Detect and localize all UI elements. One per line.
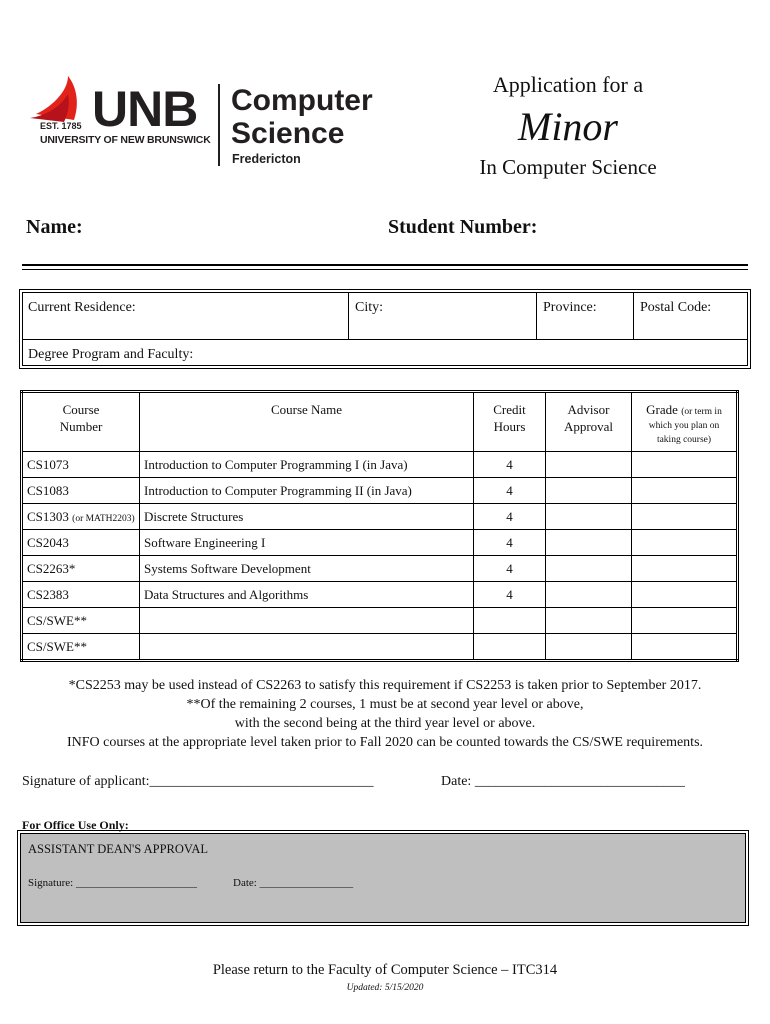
note-line: with the second being at the third year level or above. [234, 716, 536, 731]
established-year: EST. 1785 [40, 121, 82, 131]
grade-cell[interactable] [632, 556, 738, 582]
course-name-cell: Data Structures and Algorithms [140, 582, 474, 608]
table-header-row [22, 392, 738, 452]
grade-cell[interactable] [632, 634, 738, 661]
advisor-approval-cell[interactable] [546, 504, 632, 530]
note-line: INFO courses at the appropriate level taken prior to Fall 2020 can be counted towards the CS/SWE requirements. [66, 735, 704, 750]
grade-cell[interactable] [632, 452, 738, 478]
credit-cell: 4 [474, 556, 546, 582]
course-alt-note: (or MATH2203) [72, 513, 135, 524]
table-row [22, 530, 738, 556]
course-number-cell: CS1303 (or MATH2203) [22, 504, 140, 530]
advisor-approval-cell[interactable] [546, 478, 632, 504]
cell-divider [348, 293, 349, 339]
province-field[interactable]: Province: [543, 300, 597, 315]
course-name-cell: Systems Software Development [140, 556, 474, 582]
table-row [22, 608, 738, 634]
course-name-cell: Software Engineering I [140, 530, 474, 556]
divider-rule [22, 264, 748, 266]
credit-cell[interactable] [474, 608, 546, 634]
unb-wordmark: UNB [92, 81, 198, 137]
form-title-line1: Application for a [492, 72, 644, 97]
credit-cell: 4 [474, 478, 546, 504]
table-row [22, 452, 738, 478]
course-number-cell: CS1083 [22, 478, 140, 504]
course-name-cell: Discrete Structures [140, 504, 474, 530]
dean-date-field[interactable]: Date: _________________ [233, 877, 354, 889]
course-name-cell[interactable] [140, 608, 474, 634]
cell-divider [633, 293, 634, 339]
table-row [22, 556, 738, 582]
city-field[interactable]: City: [355, 300, 384, 315]
course-table [20, 390, 739, 662]
grade-cell[interactable] [632, 478, 738, 504]
header-credit-hours: Credit Hours [474, 392, 546, 452]
grade-cell[interactable] [632, 582, 738, 608]
header-course-number: Course Number [22, 392, 140, 452]
row-divider [23, 339, 747, 340]
campus-name: Fredericton [232, 152, 301, 166]
student-number-field-label: Student Number: [388, 216, 538, 238]
credit-cell: 4 [474, 452, 546, 478]
header-grade: Grade (or term in which you plan on taking course) [632, 392, 738, 452]
credit-cell: 4 [474, 582, 546, 608]
course-number-cell: CS2043 [22, 530, 140, 556]
advisor-approval-cell[interactable] [546, 634, 632, 661]
course-name-cell: Introduction to Computer Programming I (in Java) [140, 452, 474, 478]
credit-cell: 4 [474, 530, 546, 556]
advisor-approval-cell[interactable] [546, 608, 632, 634]
office-use-box [20, 833, 746, 923]
header-course-name: Course Name [140, 392, 474, 452]
advisor-approval-cell[interactable] [546, 530, 632, 556]
dean-approval-heading: ASSISTANT DEAN'S APPROVAL [28, 842, 208, 856]
advisor-approval-cell[interactable] [546, 452, 632, 478]
table-row [22, 634, 738, 661]
form-title-line3: In Computer Science [479, 155, 657, 179]
unb-sail-emblem [30, 74, 92, 124]
note-line: *CS2253 may be used instead of CS2263 to satisfy this requirement if CS2253 is taken prior to September 2017. [68, 678, 702, 693]
department-line2: Science [231, 117, 345, 150]
credit-cell: 4 [474, 504, 546, 530]
course-number-cell: CS2383 [22, 582, 140, 608]
course-name-cell[interactable] [140, 634, 474, 661]
dean-signature-field[interactable]: Signature: ______________________ [28, 877, 197, 889]
course-number-cell: CS/SWE** [22, 608, 140, 634]
course-name-cell: Introduction to Computer Programming II (in Java) [140, 478, 474, 504]
grade-cell[interactable] [632, 504, 738, 530]
course-number-cell: CS/SWE** [22, 634, 140, 661]
header-advisor-approval: Advisor Approval [546, 392, 632, 452]
logo-divider [218, 84, 220, 166]
table-row [22, 582, 738, 608]
credit-cell[interactable] [474, 634, 546, 661]
applicant-date-field[interactable]: Date: ______________________________ [441, 774, 685, 789]
postal-code-field[interactable]: Postal Code: [640, 300, 712, 315]
cell-divider [536, 293, 537, 339]
updated-date: Updated: 5/15/2020 [346, 983, 424, 993]
advisor-approval-cell[interactable] [546, 582, 632, 608]
return-instructions: Please return to the Faculty of Computer Science – ITC314 [212, 962, 558, 978]
applicant-signature-field[interactable]: Signature of applicant:________________________________ [22, 774, 374, 789]
residence-field[interactable]: Current Residence: [28, 300, 136, 315]
form-title-minor: Minor [518, 104, 618, 149]
degree-program-field[interactable]: Degree Program and Faculty: [28, 347, 194, 362]
course-number-cell: CS1073 [22, 452, 140, 478]
note-line: **Of the remaining 2 courses, 1 must be at second year level or above, [186, 697, 584, 712]
divider-rule [22, 269, 748, 270]
table-row [22, 478, 738, 504]
name-field-label: Name: [26, 216, 83, 238]
office-use-label: For Office Use Only: [22, 818, 129, 832]
department-line1: Computer [231, 84, 373, 117]
advisor-approval-cell[interactable] [546, 556, 632, 582]
residence-section [22, 292, 748, 366]
course-number-cell: CS2263* [22, 556, 140, 582]
grade-cell[interactable] [632, 608, 738, 634]
university-name: UNIVERSITY OF NEW BRUNSWICK [40, 134, 211, 146]
requirement-notes [20, 676, 750, 752]
grade-cell[interactable] [632, 530, 738, 556]
table-row [22, 504, 738, 530]
